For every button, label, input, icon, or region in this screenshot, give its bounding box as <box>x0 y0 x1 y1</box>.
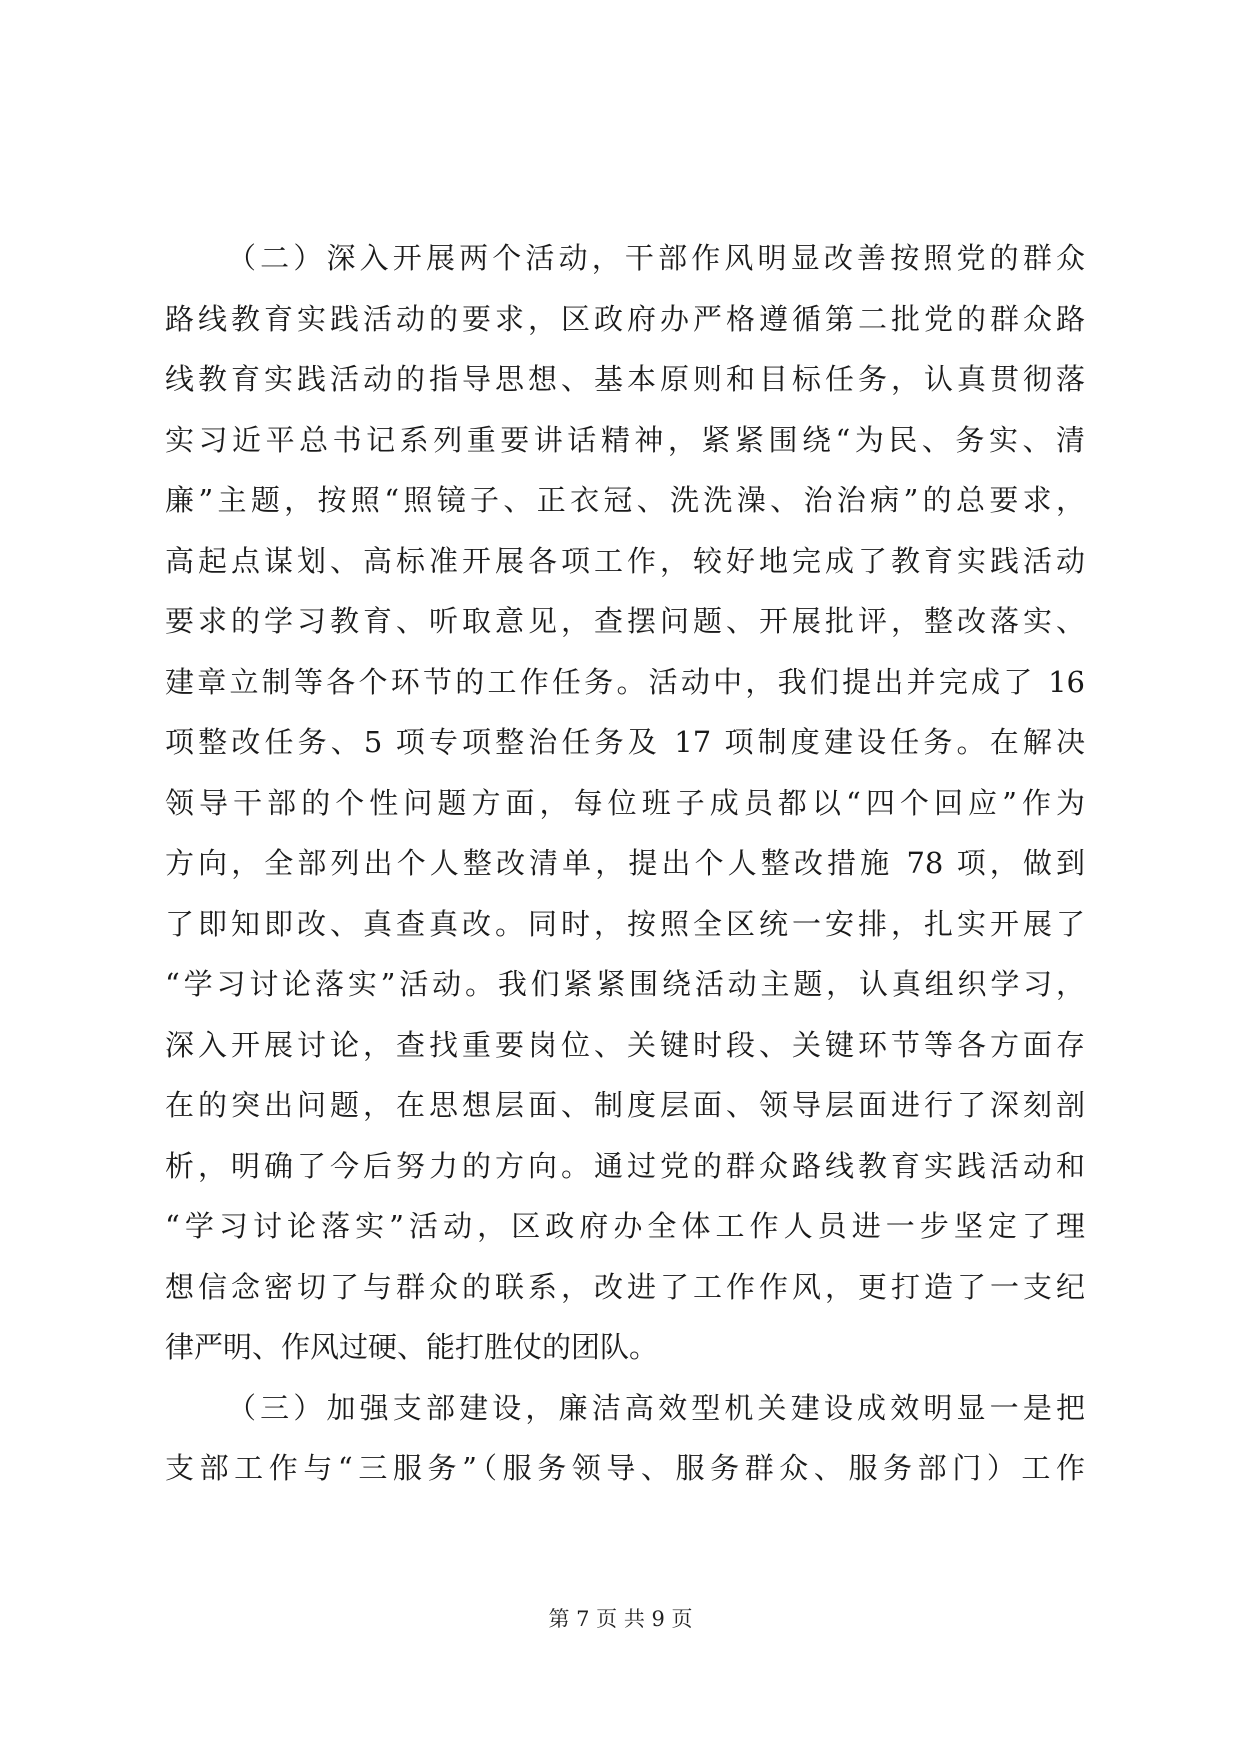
paragraph-line: 线教育实践活动的指导思想、基本原则和目标任务，认真贯彻落 <box>165 362 1085 396</box>
body-text <box>165 228 1085 1499</box>
paragraph-line: 律严明、作风过硬、能打胜仗的团队。 <box>165 1330 659 1364</box>
paragraph-line: 高起点谋划、高标准开展各项工作，较好地完成了教育实践活动 <box>165 543 1085 578</box>
paragraph-line: 领导干部的个性问题方面，每位班子成员都以“四个回应”作为 <box>165 785 1085 820</box>
paragraph-line: 项整改任务、5 项专项整治任务及 17 项制度建设任务。在解决 <box>165 725 1085 759</box>
paragraph-line: 析，明确了今后努力的方向。通过党的群众路线教育实践活动和 <box>165 1148 1085 1183</box>
paragraph-line: 建章立制等各个环节的工作任务。活动中，我们提出并完成了 16 <box>165 664 1085 699</box>
paragraph-line: 方向，全部列出个人整改清单，提出个人整改措施 78 项，做到 <box>165 846 1085 880</box>
paragraph-line: 路线教育实践活动的要求，区政府办严格遵循第二批党的群众路 <box>165 301 1085 336</box>
paragraph-line: 支部工作与“三服务”（服务领导、服务群众、服务部门）工作 <box>165 1451 1085 1485</box>
paragraph-line: “学习讨论落实”活动，区政府办全体工作人员进一步坚定了理 <box>165 1209 1085 1243</box>
paragraph-line: 要求的学习教育、听取意见，查摆问题、开展批评，整改落实、 <box>165 604 1085 638</box>
paragraph-line: 廉”主题，按照“照镜子、正衣冠、洗洗澡、治治病”的总要求， <box>165 483 1085 517</box>
paragraph-line: 实习近平总书记系列重要讲话精神，紧紧围绕“为民、务实、清 <box>165 422 1085 457</box>
paragraph-line: “学习讨论落实”活动。我们紧紧围绕活动主题，认真组织学习， <box>165 967 1085 1001</box>
paragraph-line: 想信念密切了与群众的联系，改进了工作作风，更打造了一支纪 <box>165 1269 1085 1304</box>
page-number-footer: 第 7 页 共 9 页 <box>548 1607 693 1631</box>
paragraph-line: 在的突出问题，在思想层面、制度层面、领导层面进行了深刻剖 <box>165 1088 1085 1122</box>
paragraph-line: 深入开展讨论，查找重要岗位、关键时段、关键环节等各方面存 <box>165 1027 1085 1062</box>
paragraph-line: （三）加强支部建设，廉洁高效型机关建设成效明显一是把 <box>227 1390 1085 1425</box>
paragraph-line: 了即知即改、真查真改。同时，按照全区统一安排，扎实开展了 <box>165 906 1085 941</box>
paragraph-line: （二）深入开展两个活动，干部作风明显改善按照党的群众 <box>227 241 1085 275</box>
